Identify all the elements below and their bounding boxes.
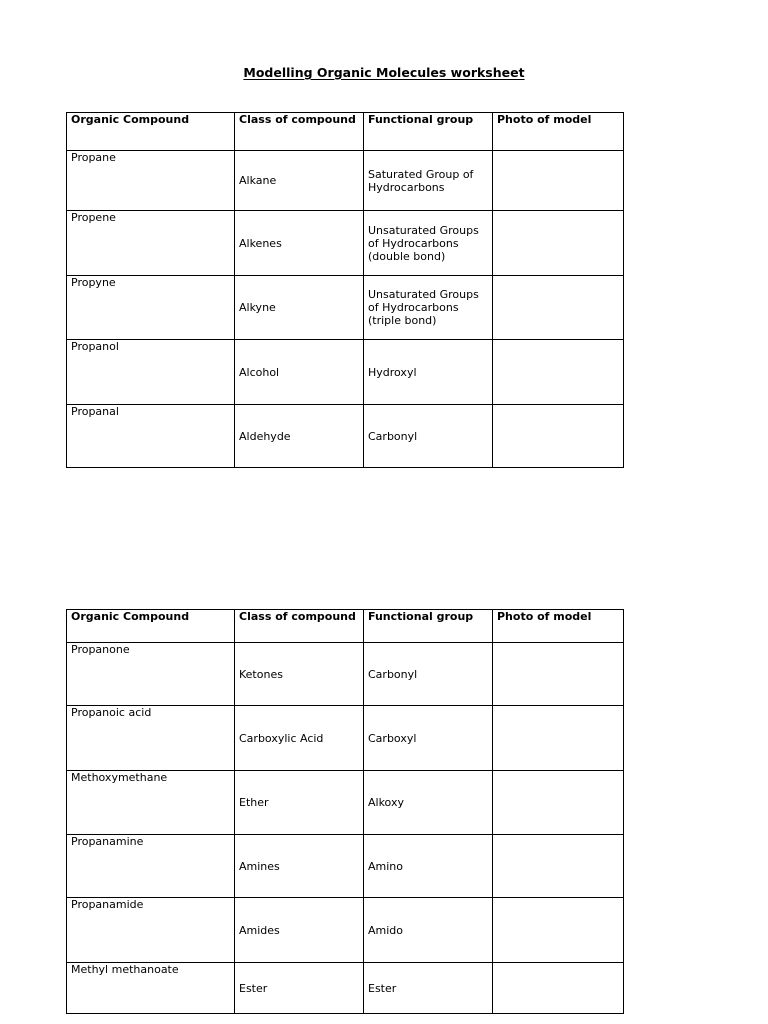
compound-cell: Propanal: [67, 405, 235, 468]
functional-group-cell: Unsaturated Groups of Hydrocarbons (double bond): [364, 211, 493, 276]
class-cell: Ketones: [235, 643, 364, 706]
class-cell: Amides: [235, 898, 364, 963]
class-cell: Alkane: [235, 151, 364, 211]
compound-cell: Propane: [67, 151, 235, 211]
photo-cell[interactable]: [493, 211, 624, 276]
table-header-row: [67, 610, 624, 643]
table-row: [67, 835, 624, 898]
photo-cell[interactable]: [493, 963, 624, 1014]
page-title: Modelling Organic Molecules worksheet: [243, 65, 525, 80]
header-functional-group: Functional group: [364, 113, 493, 151]
table-row: [67, 771, 624, 835]
functional-group-cell: Saturated Group of Hydrocarbons: [364, 151, 493, 211]
compound-cell: Methoxymethane: [67, 771, 235, 835]
compound-cell: Propanol: [67, 340, 235, 405]
functional-group-cell: Hydroxyl: [364, 340, 493, 405]
table-row: [67, 211, 624, 276]
header-organic-compound: Organic Compound: [67, 610, 235, 643]
class-cell: Ether: [235, 771, 364, 835]
class-cell: Aldehyde: [235, 405, 364, 468]
compound-cell: Methyl methanoate: [67, 963, 235, 1014]
worksheet-table-2: [66, 609, 624, 1014]
functional-group-cell: Amino: [364, 835, 493, 898]
table-header-row: [67, 113, 624, 151]
photo-cell[interactable]: [493, 151, 624, 211]
class-cell: Alkyne: [235, 276, 364, 340]
photo-cell[interactable]: [493, 340, 624, 405]
header-photo-of-model: Photo of model: [493, 610, 624, 643]
functional-group-cell: Alkoxy: [364, 771, 493, 835]
table-row: [67, 340, 624, 405]
compound-cell: Propanone: [67, 643, 235, 706]
class-cell: Ester: [235, 963, 364, 1014]
header-class-of-compound: Class of compound: [235, 113, 364, 151]
table-row: [67, 405, 624, 468]
compound-cell: Propyne: [67, 276, 235, 340]
class-cell: Carboxylic Acid: [235, 706, 364, 771]
header-organic-compound: Organic Compound: [67, 113, 235, 151]
class-cell: Alcohol: [235, 340, 364, 405]
functional-group-cell: Carboxyl: [364, 706, 493, 771]
functional-group-cell: Carbonyl: [364, 643, 493, 706]
functional-group-cell: Amido: [364, 898, 493, 963]
table-row: [67, 276, 624, 340]
table-row: [67, 963, 624, 1014]
table-row: [67, 898, 624, 963]
photo-cell[interactable]: [493, 898, 624, 963]
photo-cell[interactable]: [493, 771, 624, 835]
header-functional-group: Functional group: [364, 610, 493, 643]
compound-cell: Propanamine: [67, 835, 235, 898]
compound-cell: Propanamide: [67, 898, 235, 963]
compound-cell: Propene: [67, 211, 235, 276]
table-row: [67, 151, 624, 211]
functional-group-cell: Ester: [364, 963, 493, 1014]
photo-cell[interactable]: [493, 405, 624, 468]
photo-cell[interactable]: [493, 706, 624, 771]
compound-cell: Propanoic acid: [67, 706, 235, 771]
table-row: [67, 706, 624, 771]
photo-cell[interactable]: [493, 276, 624, 340]
table-row: [67, 643, 624, 706]
photo-cell[interactable]: [493, 643, 624, 706]
functional-group-cell: Unsaturated Groups of Hydrocarbons (triple bond): [364, 276, 493, 340]
class-cell: Alkenes: [235, 211, 364, 276]
worksheet-table-1: [66, 112, 624, 468]
photo-cell[interactable]: [493, 835, 624, 898]
header-photo-of-model: Photo of model: [493, 113, 624, 151]
functional-group-cell: Carbonyl: [364, 405, 493, 468]
header-class-of-compound: Class of compound: [235, 610, 364, 643]
class-cell: Amines: [235, 835, 364, 898]
